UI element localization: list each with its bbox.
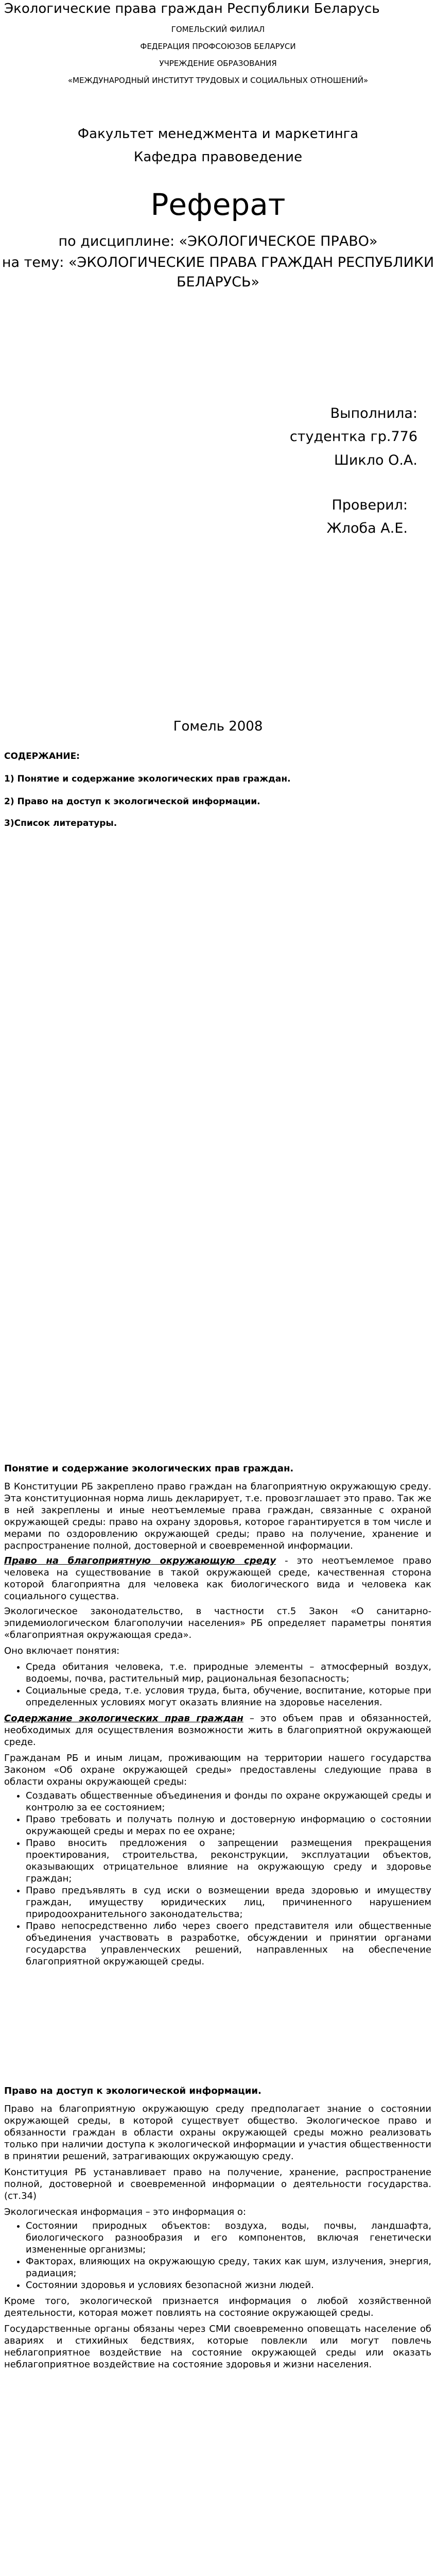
bullet-list <box>4 2220 431 2291</box>
paragraph: Экологическая информация – это информация о: <box>4 2207 246 2217</box>
section-1 <box>4 1463 431 1968</box>
bullet-list <box>4 1790 431 1968</box>
section-1-heading: Понятие и содержание экологических прав граждан. <box>4 1463 294 1474</box>
section-2 <box>4 2085 431 2370</box>
org-line-1: ГОМЕЛЬСКИЙ ФИЛИАЛ <box>171 25 265 34</box>
faculty: Факультет менеджмента и маркетинга <box>77 126 359 142</box>
subject-line: по дисциплине: «ЭКОЛОГИЧЕСКОЕ ПРАВО» <box>58 233 378 249</box>
checker-name: Жлоба А.Е. <box>326 520 408 536</box>
paragraph: Право на благоприятную окружающую среду предполагает знание о состоянии окружающей среды, в которой существует общество. Экологическое право и обязанности граждан в области охраны окружающей среды можно реализовать только при наличии доступа к экологической информации и участия общественности в принятии решений, затрагивающих окружающую среду. <box>4 2104 431 2162</box>
list-item: • Социальные среда, т.е. условия труда, быта, обучение, воспитание, которые при определенных условиях могут оказать влияние на здоровье населения. <box>26 1685 431 1708</box>
list-item: • Факторах, влияющих на окружающую среду, таких как шум, излучения, энергия, радиация; <box>26 2256 431 2279</box>
contents-item-1: 1) Понятие и содержание экологических прав граждан. <box>4 774 291 784</box>
paragraph: Конституция РБ устанавливает право на получение, хранение, распространение полной, достоверной и своевременной информации о деятельности государства.(ст.34) <box>4 2167 431 2201</box>
paragraph: Оно включает понятия: <box>4 1646 120 1656</box>
paragraph: Кроме того, экологической признается информация о любой хозяйственной деятельности, которая может повлиять на состояние окружающей среды. <box>4 2296 431 2318</box>
topic-line-2: БЕЛАРУСЬ» <box>177 274 259 290</box>
topic-line-1: на тему: «ЭКОЛОГИЧЕСКИЕ ПРАВА ГРАЖДАН РЕСПУБЛИКИ <box>2 255 434 270</box>
contents-item-3: 3)Список литературы. <box>4 818 117 828</box>
paragraph: Экологическое законодательство, в частности ст.5 Закон «О санитарно-эпидемиологическом благополучии населения» РБ определяет параметры понятия «благоприятная окружающая среда». <box>4 1606 431 1640</box>
paragraph: Гражданам РБ и иным лицам, проживающим на территории нашего государства Законом «Об охране окружающей среды» предоставлены следующие права в области охраны окружающей среды: <box>4 1753 431 1787</box>
list-item: • Право вносить предложения о запрещении размещения прекращения проектирования, строительства, реконструкции, эксплуатации объектов, оказывающих отрицательное влияние на окружающую среду и здоровье граждан; <box>26 1837 431 1885</box>
city-year: Гомель 2008 <box>173 719 263 734</box>
section-2-heading: Право на доступ к экологической информации. <box>4 2086 261 2096</box>
org-line-2: ФЕДЕРАЦИЯ ПРОФСОЮЗОВ БЕЛАРУСИ <box>140 42 296 51</box>
paragraph: Право на благоприятную окружающую среду - это неотъемлемое право человека на существование в такой окружающей среде, качественная сторона которой благоприятна для человека как биологического вида и человека как социального существа. <box>4 1555 431 1602</box>
contents-item-2: 2) Право на доступ к экологической информации. <box>4 796 260 807</box>
list-item: • Среда обитания человека, т.е. природные элементы – атмосферный воздух, водоемы, почва, растительный мир, рациональная безопасность; <box>26 1661 431 1685</box>
list-item: • Право требовать и получать полную и достоверную информацию о состоянии окружающей среды и мерах по ее охране; <box>26 1814 431 1837</box>
list-item: • Право непосредственно либо через своего представителя или общественные объединения участвовать в разработке, обсуждении и принятии органами государства управленческих решений, направленных на обеспечение благоприятной окружающей среды. <box>26 1920 431 1968</box>
contents-label: СОДЕРЖАНИЕ: <box>4 751 80 761</box>
student-name: Шикло О.А. <box>334 452 417 468</box>
list-item: • Состоянии природных объектов: воздуха, воды, почвы, ландшафта, биологического разнообразия и его компонентов, включая генетически измененные организмы; <box>26 2220 431 2256</box>
term-content-of-rights: Содержание экологических прав граждан <box>4 1713 243 1724</box>
checked-label: Проверил: <box>332 497 408 513</box>
paragraph: В Конституции РБ закреплено право граждан на благоприятную окружающую среду. Эта конституционная норма лишь декларирует, т.е. провозглашает это право. Так же в ней закреплены и иные неотъемлемые права граждан, связанные с охраной окружающей среды: право на охрану здоровья, которое гарантируется в том числе и мерами по оздоровлению окружающей среды; право на получение, хранение и распространение полной, достоверной и своевременной информации. <box>4 1481 431 1551</box>
student-group: студентка гр.776 <box>289 429 417 445</box>
org-line-4: «МЕЖДУНАРОДНЫЙ ИНСТИТУТ ТРУДОВЫХ И СОЦИАЛЬНЫХ ОТНОШЕНИЙ» <box>67 76 369 85</box>
paragraph: Содержание экологических прав граждан – это объем прав и обязанностей, необходимых для осуществления возможности жить в благоприятной окружающей среде. <box>4 1713 431 1748</box>
org-line-3: УЧРЕЖДЕНИЕ ОБРАЗОВАНИЯ <box>159 59 277 68</box>
document-title: Экологические права граждан Республики Беларусь <box>4 1 380 16</box>
department: Кафедра правоведение <box>133 149 303 165</box>
performed-label: Выполнила: <box>330 405 417 421</box>
term-favorable-environment: Право на благоприятную окружающую среду <box>4 1555 276 1566</box>
list-item: • Создавать общественные объединения и фонды по охране окружающей среды и контролю за ее состоянием; <box>26 1790 431 1814</box>
paragraph: Государственные органы обязаны через СМИ своевременно оповещать население об авариях и стихийных бедствиях, которые повлекли или могут повлечь неблагоприятное воздействие на состояние окружающей среды или оказать неблагоприятное воздействие на состояние здоровья и жизни населения. <box>4 2324 431 2370</box>
list-item: • Право предъявлять в суд иски о возмещении вреда здоровью и имуществу граждан, имуществу юридических лиц, причиненного нарушением природоохранительного законодательства; <box>26 1885 431 1920</box>
list-item: • Состоянии здоровья и условиях безопасной жизни людей. <box>26 2279 431 2291</box>
bullet-list <box>4 1661 431 1708</box>
referat-title: Реферат <box>150 187 286 222</box>
